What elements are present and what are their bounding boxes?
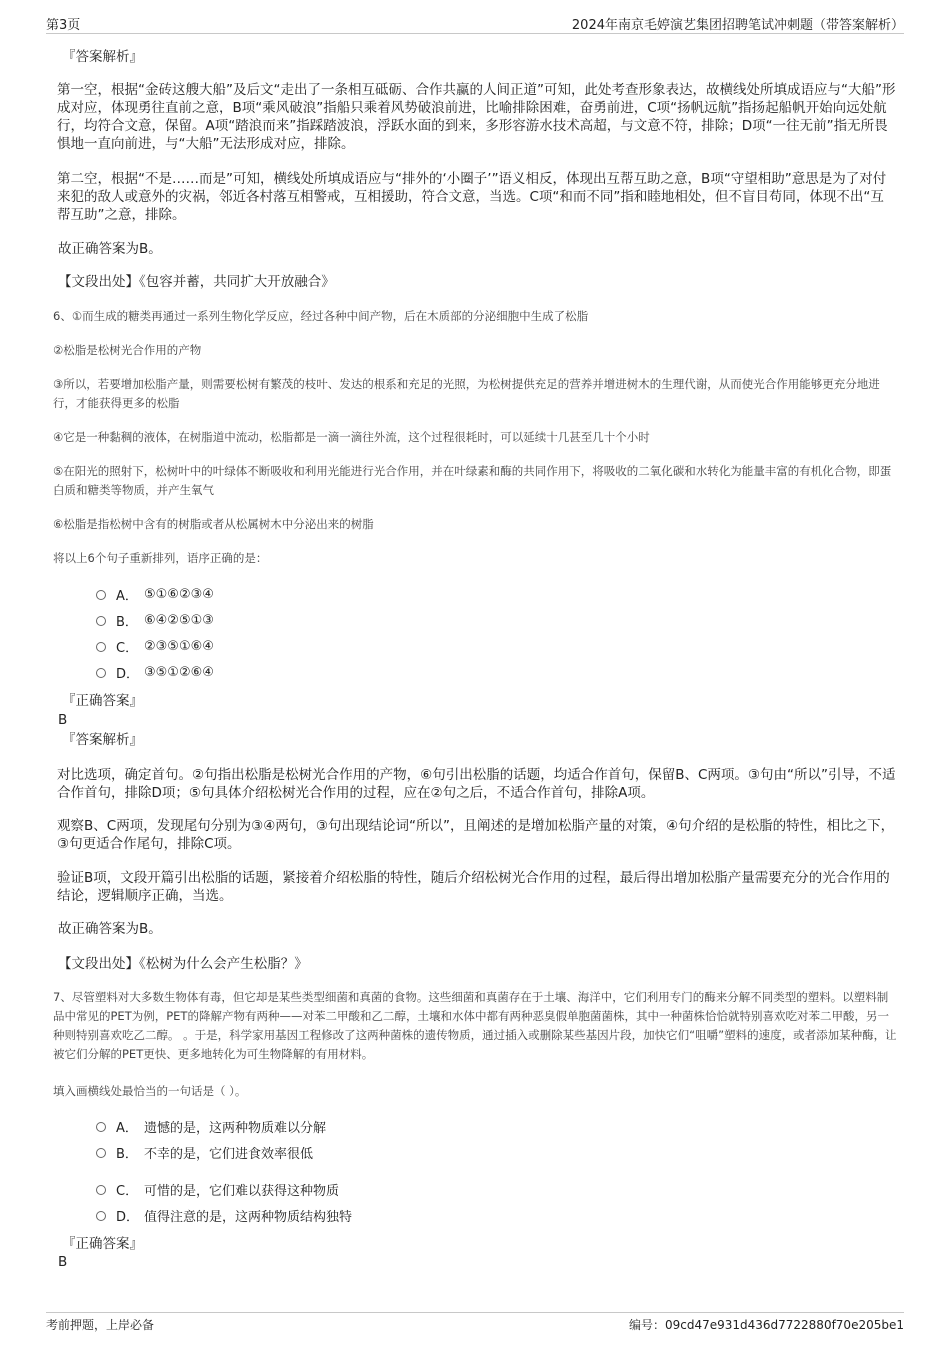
option-letter: A． bbox=[116, 589, 138, 604]
radio-icon[interactable] bbox=[96, 1148, 106, 1158]
option-text: 可惜的是，它们难以获得这种物质 bbox=[144, 1184, 340, 1199]
radio-icon[interactable] bbox=[96, 590, 106, 600]
option-b[interactable] bbox=[96, 611, 214, 630]
sentence-6: ⑥松脂是指松树中含有的树脂或者从松属树木中分泌出来的树脂 bbox=[53, 517, 374, 531]
option-c[interactable] bbox=[96, 1180, 339, 1199]
document-id: 编号：09cd47e931d436d7722880f70e205be1 bbox=[628, 1318, 904, 1332]
footer-slogan: 考前押题，上岸必备 bbox=[46, 1318, 155, 1332]
option-letter: D． bbox=[116, 667, 140, 682]
passage-source: 【文段出处】《松树为什么会产生松脂？》 bbox=[58, 956, 308, 972]
footer-divider bbox=[46, 1312, 904, 1313]
radio-icon[interactable] bbox=[96, 668, 106, 678]
page-number: 第3页 bbox=[46, 18, 81, 33]
sentence-5: ⑤在阳光的照射下，松树叶中的叶绿体不断吸收和利用光能进行光合作用，并在叶绿素和酶的共同作用下，将吸收的二氧化碳和水转化为能量丰富的有机化合物，即蛋白质和糖类等物质，并产生氧气 bbox=[53, 464, 892, 497]
option-text: ③⑤①②⑥④ bbox=[144, 665, 214, 680]
passage-source: 【文段出处】《包容并蓄，共同扩大开放融合》 bbox=[58, 274, 335, 290]
document-title: 2024年南京毛婷演艺集团招聘笔试冲刺题（带答案解析） bbox=[571, 18, 904, 33]
option-text: ②③⑤①⑥④ bbox=[144, 639, 214, 654]
option-a[interactable] bbox=[96, 1117, 326, 1136]
option-letter: C． bbox=[116, 1184, 139, 1199]
option-letter: B． bbox=[116, 615, 138, 630]
option-letter: B． bbox=[116, 1147, 138, 1162]
radio-icon[interactable] bbox=[96, 1122, 106, 1132]
sentence-2: ②松脂是松树光合作用的产物 bbox=[53, 343, 202, 357]
radio-icon[interactable] bbox=[96, 1211, 106, 1221]
option-text: ⑤①⑥②③④ bbox=[144, 587, 214, 602]
answer-analysis-label: 『答案解析』 bbox=[62, 732, 143, 748]
sentence-4: ④它是一种黏稠的液体，在树脂道中流动，松脂都是一滴一滴往外流，这个过程很耗时，可以延续十几甚至几十个小时 bbox=[53, 430, 650, 444]
analysis-paragraph: 对比选项，确定首句。②句指出松脂是松树光合作用的产物，⑥句引出松脂的话题，均适合作首句，保留B、C两项。③句由“所以”引导，不适合作首句，排除D项；⑤句具体介绍松树光合作用的过程，应在②句之后，不适合作首句，排除A项。 bbox=[57, 767, 896, 801]
question-stem: 7、尽管塑料对大多数生物体有毒，但它却是某些类型细菌和真菌的食物。这些细菌和真菌存在于土壤、海洋中，它们利用专门的酶来分解不同类型的塑料。以塑料制品中常见的PET为例，PET的降解产物有两种——对苯二甲酸和乙二醇，土壤和水体中都有两种恶臭假单胞菌菌株，其中一种菌株恰恰就特别喜欢吃对苯二甲酸，另一种则特别喜欢吃乙二醇。 。于是，科学家用基因工程修改了这两种菌株的遗传物质，通过插入或删除某些基因片段，加快它们“咀嚼”塑料的速度，或者添加某种酶，让被它们分解的PET更快、更多地转化为可生物降解的有用材料。 bbox=[53, 990, 897, 1061]
correct-answer-value: B bbox=[58, 1254, 68, 1270]
question-prompt: 将以上6个句子重新排列，语序正确的是： bbox=[53, 551, 268, 565]
analysis-paragraph: 验证B项，文段开篇引出松脂的话题，紧接着介绍松脂的特性，随后介绍松树光合作用的过程，最后得出增加松脂产量需要充分的光合作用的结论，逻辑顺序正确，当选。 bbox=[57, 870, 890, 904]
radio-icon[interactable] bbox=[96, 642, 106, 652]
correct-answer-value: B bbox=[58, 712, 68, 728]
answer-conclusion: 故正确答案为B。 bbox=[58, 921, 162, 937]
option-letter: A． bbox=[116, 1121, 138, 1136]
answer-conclusion: 故正确答案为B。 bbox=[58, 241, 162, 257]
option-text: 遗憾的是，这两种物质难以分解 bbox=[144, 1121, 327, 1136]
radio-icon[interactable] bbox=[96, 1185, 106, 1195]
option-c[interactable] bbox=[96, 637, 214, 656]
option-b[interactable] bbox=[96, 1143, 313, 1162]
correct-answer-label: 『正确答案』 bbox=[62, 693, 143, 709]
option-text: 值得注意的是，这两种物质结构独特 bbox=[144, 1210, 353, 1225]
option-letter: D． bbox=[116, 1210, 140, 1225]
radio-icon[interactable] bbox=[96, 616, 106, 626]
option-d[interactable] bbox=[96, 1206, 352, 1225]
analysis-paragraph: 第二空，根据“不是……而是”可知，横线处所填成语应与“排外的‘小圈子’”语义相反，体现出互帮互助之意，B项“守望相助”意思是为了对付来犯的敌人或意外的灾祸，邻近各村落互相警戒，互相援助，符合文意，当选。C项“和而不同”指和睦地相处，但不盲目苟同，体现不出“互帮互助”之意，排除。 bbox=[57, 171, 887, 223]
option-letter: C． bbox=[116, 641, 139, 656]
header-divider bbox=[46, 33, 904, 34]
analysis-paragraph: 观察B、C两项，发现尾句分别为③④两句，③句出现结论词“所以”，且阐述的是增加松脂产量的对策，④句介绍的是松脂的特性，相比之下，③句更适合作尾句，排除C项。 bbox=[57, 818, 895, 852]
analysis-paragraph: 第一空，根据“金砖这艘大船”及后文“走出了一条相互砥砺、合作共赢的人间正道”可知，此处考查形象表达，故横线处所填成语应与“大船”形成对应，体现勇往直前之意，B项“乘风破浪”指船只乘着风势破浪前进，比喻排除困难，奋勇前进，C项“扬帆远航”指扬起船帆开始向远处航行，均符合文意，保留。A项“踏浪而来”指踩踏波浪，浮跃水面的到来，多形容游水技术高超，与文意不符，排除；D项“一往无前”指无所畏惧地一直向前进，与“大船”无法形成对应，排除。 bbox=[57, 82, 896, 152]
option-text: 不幸的是，它们进食效率很低 bbox=[144, 1147, 314, 1162]
option-text: ⑥④②⑤①③ bbox=[144, 613, 214, 628]
question-prompt: 填入画横线处最恰当的一句话是（ ）。 bbox=[53, 1084, 247, 1098]
correct-answer-label: 『正确答案』 bbox=[62, 1236, 143, 1252]
option-d[interactable] bbox=[96, 663, 214, 682]
sentence-1: 6、①而生成的糖类再通过一系列生物化学反应，经过各种中间产物，后在木质部的分泌细胞中生成了松脂 bbox=[53, 309, 589, 323]
answer-analysis-label: 『答案解析』 bbox=[62, 49, 143, 65]
sentence-3: ③所以，若要增加松脂产量，则需要松树有繁茂的枝叶、发达的根系和充足的光照，为松树提供充足的营养并增进树木的生理代谢，从而使光合作用能够更充分地进行，才能获得更多的松脂 bbox=[53, 377, 880, 410]
option-a[interactable] bbox=[96, 585, 214, 604]
